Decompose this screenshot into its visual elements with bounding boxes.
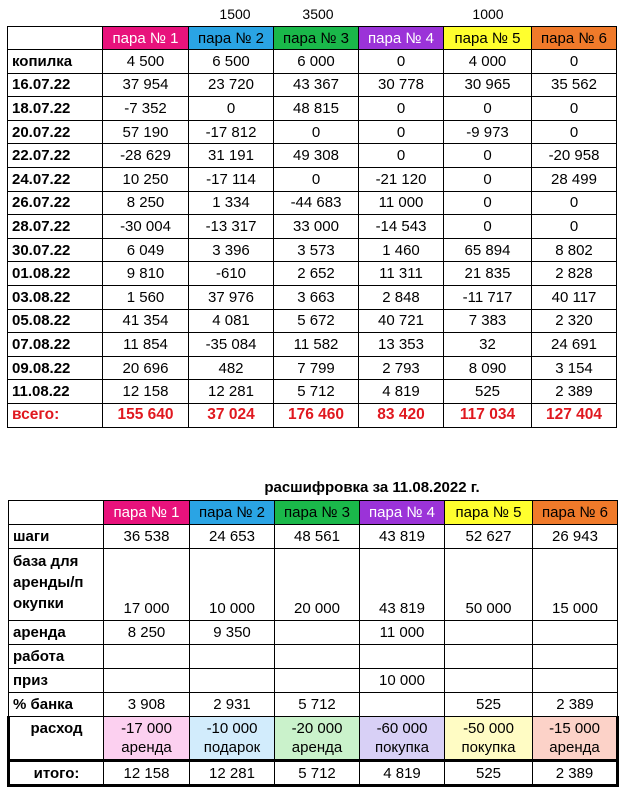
value-cell-pair-6 [533, 645, 618, 669]
row-label: 11.08.22 [8, 380, 103, 404]
expense-note: покупка [374, 739, 430, 756]
data-row [8, 144, 617, 168]
value-cell-pair-6: 0 [532, 215, 617, 239]
value-cell-pair-5: 52 627 [445, 525, 533, 549]
value-cell-pair-2: 23 720 [189, 73, 274, 97]
header-pair-6: пара № 6 [532, 27, 617, 50]
data-row [8, 215, 617, 239]
value-cell-pair-5: 7 383 [444, 309, 532, 333]
data-row [8, 238, 617, 262]
value-cell-pair-2: 9 350 [190, 621, 275, 645]
value-cell-pair-4: 13 353 [359, 333, 444, 357]
value-cell-pair-4: 4 819 [360, 761, 445, 786]
expense-amount: -60 000 [376, 720, 428, 737]
value-cell-pair-3: 20 000 [275, 549, 360, 621]
value-cell-pair-6: 0 [532, 191, 617, 215]
value-cell-pair-6: 3 154 [532, 356, 617, 380]
value-cell-pair-2: 12 281 [190, 761, 275, 786]
row-label: 28.07.22 [8, 215, 103, 239]
value-cell-pair-6: 2 389 [533, 693, 618, 717]
value-cell-pair-1: 41 354 [103, 309, 189, 333]
data-row [8, 167, 617, 191]
value-cell-pair-5: 65 894 [444, 238, 532, 262]
value-cell-pair-1: 10 250 [103, 167, 189, 191]
data-row [8, 380, 617, 404]
expense-cell-pair-1 [104, 717, 190, 761]
value-cell-pair-6: 24 691 [532, 333, 617, 357]
value-cell-pair-5: 50 000 [445, 549, 533, 621]
row-label: 05.08.22 [8, 309, 103, 333]
expense-note: аренда [549, 739, 600, 756]
note-pair2: 1500 [219, 6, 251, 22]
expense-note: покупка [461, 739, 516, 756]
value-cell-pair-1: 4 500 [103, 50, 189, 74]
data-row [8, 333, 617, 357]
expense-cell-pair-2 [190, 717, 275, 761]
value-cell-pair-3 [275, 669, 360, 693]
value-cell-pair-5: 21 835 [444, 262, 532, 286]
value-cell-pair-4: 2 848 [359, 285, 444, 309]
note-pair3: 3500 [302, 6, 334, 22]
expense-note: подарок [203, 739, 261, 756]
value-cell-pair-1: 8 250 [103, 191, 189, 215]
label-line: база для [13, 553, 79, 570]
value-cell-pair-3: -44 683 [274, 191, 359, 215]
value-cell-pair-1 [104, 645, 190, 669]
value-cell-pair-3: 3 663 [274, 285, 359, 309]
value-cell-pair-6: 2 389 [533, 761, 618, 786]
value-cell-pair-2: 0 [189, 97, 274, 121]
value-cell-pair-4: 40 721 [359, 309, 444, 333]
expense-note: аренда [291, 739, 343, 756]
decode-header-row [9, 501, 618, 525]
steps-row [9, 525, 618, 549]
value-cell-pair-4: 11 311 [359, 262, 444, 286]
value-cell-pair-2: 482 [189, 356, 274, 380]
value-cell-pair-4: 0 [359, 97, 444, 121]
value-cell-pair-6: 40 117 [532, 285, 617, 309]
value-cell-pair-6: 2 389 [532, 380, 617, 404]
value-cell-pair-2: -13 317 [189, 215, 274, 239]
data-row [8, 285, 617, 309]
value-cell-pair-6: 127 404 [532, 403, 617, 427]
value-cell-pair-5: 525 [444, 380, 532, 404]
value-cell-pair-4: -21 120 [359, 167, 444, 191]
value-cell-pair-3: 33 000 [274, 215, 359, 239]
value-cell-pair-6: 8 802 [532, 238, 617, 262]
expense-amount: -17 000 [121, 720, 172, 737]
main-table [7, 26, 617, 428]
value-cell-pair-3: 5 712 [275, 693, 360, 717]
value-cell-pair-4: 0 [359, 50, 444, 74]
value-cell-pair-3: 2 652 [274, 262, 359, 286]
value-cell-pair-2: -610 [189, 262, 274, 286]
value-cell-pair-2: 37 976 [189, 285, 274, 309]
value-cell-pair-5: 30 965 [444, 73, 532, 97]
value-cell-pair-6: 28 499 [532, 167, 617, 191]
value-cell-pair-2: 24 653 [190, 525, 275, 549]
expense-amount: -50 000 [463, 720, 514, 737]
expense-amount: -10 000 [206, 720, 258, 737]
value-cell-pair-1: -28 629 [103, 144, 189, 168]
value-cell-pair-2: -35 084 [189, 333, 274, 357]
value-cell-pair-4: 4 819 [359, 380, 444, 404]
value-cell-pair-1: 3 908 [104, 693, 190, 717]
itogo-row [9, 761, 618, 786]
value-cell-pair-4: 83 420 [359, 403, 444, 427]
value-cell-pair-3: 0 [274, 120, 359, 144]
row-label: приз [9, 669, 104, 693]
value-cell-pair-4: 1 460 [359, 238, 444, 262]
value-cell-pair-1: -7 352 [103, 97, 189, 121]
value-cell-pair-5: 0 [444, 167, 532, 191]
expense-cell-pair-5 [445, 717, 533, 761]
value-cell-pair-6 [533, 669, 618, 693]
header-pair-5: пара № 5 [444, 27, 532, 50]
value-cell-pair-3: 6 000 [274, 50, 359, 74]
expense-amount: -20 000 [291, 720, 343, 737]
row-label: всего: [8, 403, 103, 427]
value-cell-pair-1: 36 538 [104, 525, 190, 549]
row-label: аренда [9, 621, 104, 645]
value-cell-pair-4: 0 [359, 144, 444, 168]
value-cell-pair-6: 2 320 [532, 309, 617, 333]
value-cell-pair-6: 26 943 [533, 525, 618, 549]
value-cell-pair-5 [445, 621, 533, 645]
header-pair-1: пара № 1 [104, 501, 190, 525]
value-cell-pair-3: 7 799 [274, 356, 359, 380]
value-cell-pair-5: 4 000 [444, 50, 532, 74]
total-row [8, 403, 617, 427]
base-row [9, 549, 618, 621]
decode-table [7, 500, 619, 787]
value-cell-pair-1: 8 250 [104, 621, 190, 645]
value-cell-pair-4: 2 793 [359, 356, 444, 380]
main-header-row [8, 27, 617, 50]
value-cell-pair-2: -17 812 [189, 120, 274, 144]
prize-row [9, 669, 618, 693]
value-cell-pair-1: 9 810 [103, 262, 189, 286]
value-cell-pair-4: -14 543 [359, 215, 444, 239]
header-blank-cell [9, 501, 104, 525]
row-label: % банка [9, 693, 104, 717]
expense-cell-pair-3 [275, 717, 360, 761]
value-cell-pair-4: 11 000 [360, 621, 445, 645]
value-cell-pair-4: 43 819 [360, 525, 445, 549]
row-label: 20.07.22 [8, 120, 103, 144]
value-cell-pair-6: 0 [532, 50, 617, 74]
value-cell-pair-3: 3 573 [274, 238, 359, 262]
expense-cell-pair-4 [360, 717, 445, 761]
value-cell-pair-4: 0 [359, 120, 444, 144]
value-cell-pair-1: 57 190 [103, 120, 189, 144]
expense-amount: -15 000 [549, 720, 600, 737]
header-pair-4: пара № 4 [359, 27, 444, 50]
value-cell-pair-1: 17 000 [104, 549, 190, 621]
value-cell-pair-5: -11 717 [444, 285, 532, 309]
value-cell-pair-4: 30 778 [359, 73, 444, 97]
value-cell-pair-3: 49 308 [274, 144, 359, 168]
value-cell-pair-2: -17 114 [189, 167, 274, 191]
value-cell-pair-1: 11 854 [103, 333, 189, 357]
value-cell-pair-5 [445, 645, 533, 669]
value-cell-pair-5: -9 973 [444, 120, 532, 144]
rent-row [9, 621, 618, 645]
row-label: 22.07.22 [8, 144, 103, 168]
value-cell-pair-1: 6 049 [103, 238, 189, 262]
value-cell-pair-3: 11 582 [274, 333, 359, 357]
value-cell-pair-3: 0 [274, 167, 359, 191]
row-label [9, 549, 104, 621]
value-cell-pair-5: 525 [445, 693, 533, 717]
row-label: 16.07.22 [8, 73, 103, 97]
value-cell-pair-5: 32 [444, 333, 532, 357]
value-cell-pair-6 [533, 621, 618, 645]
note-pair5: 1000 [472, 6, 504, 22]
value-cell-pair-4: 10 000 [360, 669, 445, 693]
value-cell-pair-1 [104, 669, 190, 693]
value-cell-pair-6: 0 [532, 97, 617, 121]
value-cell-pair-6: -20 958 [532, 144, 617, 168]
decode-title: расшифровка за 11.08.2022 г. [264, 479, 480, 496]
value-cell-pair-5: 8 090 [444, 356, 532, 380]
data-row [8, 97, 617, 121]
value-cell-pair-4: 11 000 [359, 191, 444, 215]
header-pair-3: пара № 3 [275, 501, 360, 525]
value-cell-pair-1: 12 158 [103, 380, 189, 404]
data-row [8, 309, 617, 333]
row-label: итого: [9, 761, 104, 786]
value-cell-pair-1: 12 158 [104, 761, 190, 786]
value-cell-pair-4 [360, 645, 445, 669]
row-label: 26.07.22 [8, 191, 103, 215]
data-row [8, 120, 617, 144]
header-pair-2: пара № 2 [189, 27, 274, 50]
bank-row [9, 693, 618, 717]
value-cell-pair-1: 20 696 [103, 356, 189, 380]
row-label: 07.08.22 [8, 333, 103, 357]
label-line: аренды/п [13, 574, 84, 591]
value-cell-pair-5: 117 034 [444, 403, 532, 427]
value-cell-pair-2: 3 396 [189, 238, 274, 262]
value-cell-pair-3: 48 561 [275, 525, 360, 549]
value-cell-pair-3: 5 712 [275, 761, 360, 786]
value-cell-pair-2: 10 000 [190, 549, 275, 621]
expense-row [9, 717, 618, 761]
header-pair-2: пара № 2 [190, 501, 275, 525]
row-label: 18.07.22 [8, 97, 103, 121]
value-cell-pair-4: 43 819 [360, 549, 445, 621]
value-cell-pair-4 [360, 693, 445, 717]
value-cell-pair-2: 4 081 [189, 309, 274, 333]
row-label: 30.07.22 [8, 238, 103, 262]
value-cell-pair-5: 0 [444, 144, 532, 168]
row-label: работа [9, 645, 104, 669]
value-cell-pair-2: 6 500 [189, 50, 274, 74]
value-cell-pair-5: 0 [444, 191, 532, 215]
value-cell-pair-6: 2 828 [532, 262, 617, 286]
value-cell-pair-5: 0 [444, 97, 532, 121]
value-cell-pair-6: 15 000 [533, 549, 618, 621]
row-label: шаги [9, 525, 104, 549]
header-pair-5: пара № 5 [445, 501, 533, 525]
value-cell-pair-2 [190, 645, 275, 669]
expense-cell-pair-6 [533, 717, 618, 761]
value-cell-pair-1: -30 004 [103, 215, 189, 239]
data-row [8, 262, 617, 286]
expense-note: аренда [121, 739, 172, 756]
data-row [8, 73, 617, 97]
value-cell-pair-2: 31 191 [189, 144, 274, 168]
data-row [8, 356, 617, 380]
value-cell-pair-2: 37 024 [189, 403, 274, 427]
header-pair-1: пара № 1 [103, 27, 189, 50]
value-cell-pair-6: 35 562 [532, 73, 617, 97]
value-cell-pair-3: 5 712 [274, 380, 359, 404]
value-cell-pair-5: 525 [445, 761, 533, 786]
value-cell-pair-3: 48 815 [274, 97, 359, 121]
data-row [8, 50, 617, 74]
value-cell-pair-6: 0 [532, 120, 617, 144]
row-label: 03.08.22 [8, 285, 103, 309]
header-blank-cell [8, 27, 103, 50]
value-cell-pair-2: 12 281 [189, 380, 274, 404]
row-label: 24.07.22 [8, 167, 103, 191]
value-cell-pair-2: 1 334 [189, 191, 274, 215]
row-label: копилка [8, 50, 103, 74]
value-cell-pair-3: 43 367 [274, 73, 359, 97]
value-cell-pair-3: 176 460 [274, 403, 359, 427]
row-label: 09.08.22 [8, 356, 103, 380]
value-cell-pair-2: 2 931 [190, 693, 275, 717]
label-line: окупки [13, 595, 64, 612]
value-cell-pair-5 [445, 669, 533, 693]
value-cell-pair-2 [190, 669, 275, 693]
value-cell-pair-3: 5 672 [274, 309, 359, 333]
value-cell-pair-1: 1 560 [103, 285, 189, 309]
header-pair-4: пара № 4 [360, 501, 445, 525]
value-cell-pair-3 [275, 621, 360, 645]
work-row [9, 645, 618, 669]
header-pair-6: пара № 6 [533, 501, 618, 525]
row-label: расход [9, 717, 104, 761]
value-cell-pair-1: 37 954 [103, 73, 189, 97]
header-pair-3: пара № 3 [274, 27, 359, 50]
value-cell-pair-5: 0 [444, 215, 532, 239]
data-row [8, 191, 617, 215]
row-label: 01.08.22 [8, 262, 103, 286]
value-cell-pair-3 [275, 645, 360, 669]
value-cell-pair-1: 155 640 [103, 403, 189, 427]
